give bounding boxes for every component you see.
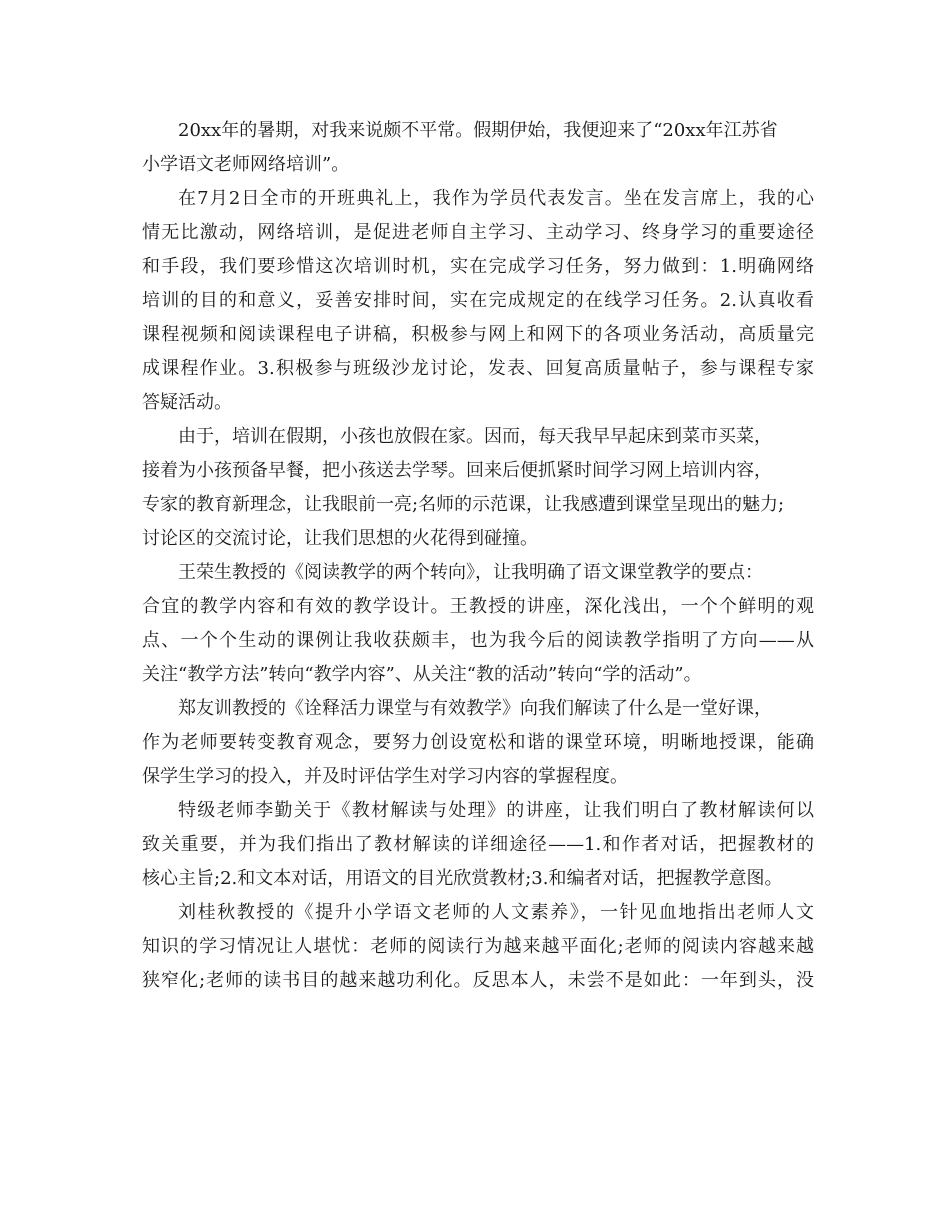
paragraph-7-line-3: 狭窄化;老师的读书目的越来越功利化。反思本人，未尝不是如此：一年到头，没	[142, 970, 814, 991]
paragraph-4-line-2: 合宜的教学内容和有效的教学设计。王教授的讲座，深化浅出，一个个鲜明的观	[142, 596, 814, 617]
paragraph-4-line-3: 点、一个个生动的课例让我收获颇丰，也为我今后的阅读教学指明了方向——从	[142, 630, 814, 651]
paragraph-3-line-2: 接着为小孩预备早餐，把小孩送去学琴。回来后便抓紧时间学习网上培训内容，	[142, 460, 772, 481]
paragraph-2-line-4: 培训的目的和意义，妥善安排时间，实在完成规定的在线学习任务。2.认真收看	[142, 290, 814, 311]
paragraph-7-line-2: 知识的学习情况让人堪忧：老师的阅读行为越来越平面化;老师的阅读内容越来越	[142, 936, 814, 957]
paragraph-5-line-3: 保学生学习的投入，并及时评估学生对学习内容的掌握程度。	[142, 766, 628, 787]
paragraph-3-line-1: 由于，培训在假期，小孩也放假在家。因而，每天我早早起床到菜市买菜，	[178, 426, 772, 447]
paragraph-2-line-2: 情无比激动，网络培训，是促进老师自主学习、主动学习、终身学习的重要途径	[142, 222, 814, 243]
paragraph-2-line-7: 答疑活动。	[142, 392, 232, 413]
paragraph-2-line-5: 课程视频和阅读课程电子讲稿，积极参与网上和网下的各项业务活动，高质量完	[142, 324, 814, 345]
paragraph-1-line-1: 20xx年的暑期，对我来说颇不平常。假期伊始，我便迎来了“20xx年江苏省	[178, 120, 778, 141]
paragraph-7-line-1: 刘桂秋教授的《提升小学语文老师的人文素养》，一针见血地指出老师人文	[178, 902, 814, 923]
paragraph-6-line-2: 致关重要，并为我们指出了教材解读的详细途径——1.和作者对话，把握教材的	[142, 834, 814, 855]
paragraph-3-line-4: 讨论区的交流讨论，让我们思想的火花得到碰撞。	[142, 528, 538, 549]
paragraph-4-line-1: 王荣生教授的《阅读教学的两个转向》，让我明确了语文课堂教学的要点：	[178, 562, 763, 583]
paragraph-2-line-1: 在7月2日全市的开班典礼上，我作为学员代表发言。坐在发言席上，我的心	[178, 188, 814, 209]
paragraph-1-line-2: 小学语文老师网络培训”。	[142, 154, 350, 175]
paragraph-2-line-3: 和手段，我们要珍惜这次培训时机，实在完成学习任务，努力做到：1.明确网络	[142, 256, 814, 277]
paragraph-5-line-1: 郑友训教授的《诠释活力课堂与有效教学》向我们解读了什么是一堂好课，	[178, 698, 772, 719]
paragraph-6-line-3: 核心主旨;2.和文本对话，用语文的目光欣赏教材;3.和编者对话，把握教学意图。	[142, 868, 783, 889]
paragraph-4-line-4: 关注“教学方法”转向“教学内容”、从关注“教的活动”转向“学的活动”。	[142, 664, 702, 685]
paragraph-2-line-6: 成课程作业。3.积极参与班级沙龙讨论，发表、回复高质量帖子，参与课程专家	[142, 358, 814, 379]
paragraph-5-line-2: 作为老师要转变教育观念，要努力创设宽松和谐的课堂环境，明晰地授课，能确	[142, 732, 814, 753]
body-text	[142, 114, 814, 998]
paragraph-3-line-3: 专家的教育新理念，让我眼前一亮;名师的示范课，让我感遭到课堂呈现出的魅力;	[142, 494, 785, 515]
paragraph-6-line-1: 特级老师李勤关于《教材解读与处理》的讲座，让我们明白了教材解读何以	[178, 800, 814, 821]
